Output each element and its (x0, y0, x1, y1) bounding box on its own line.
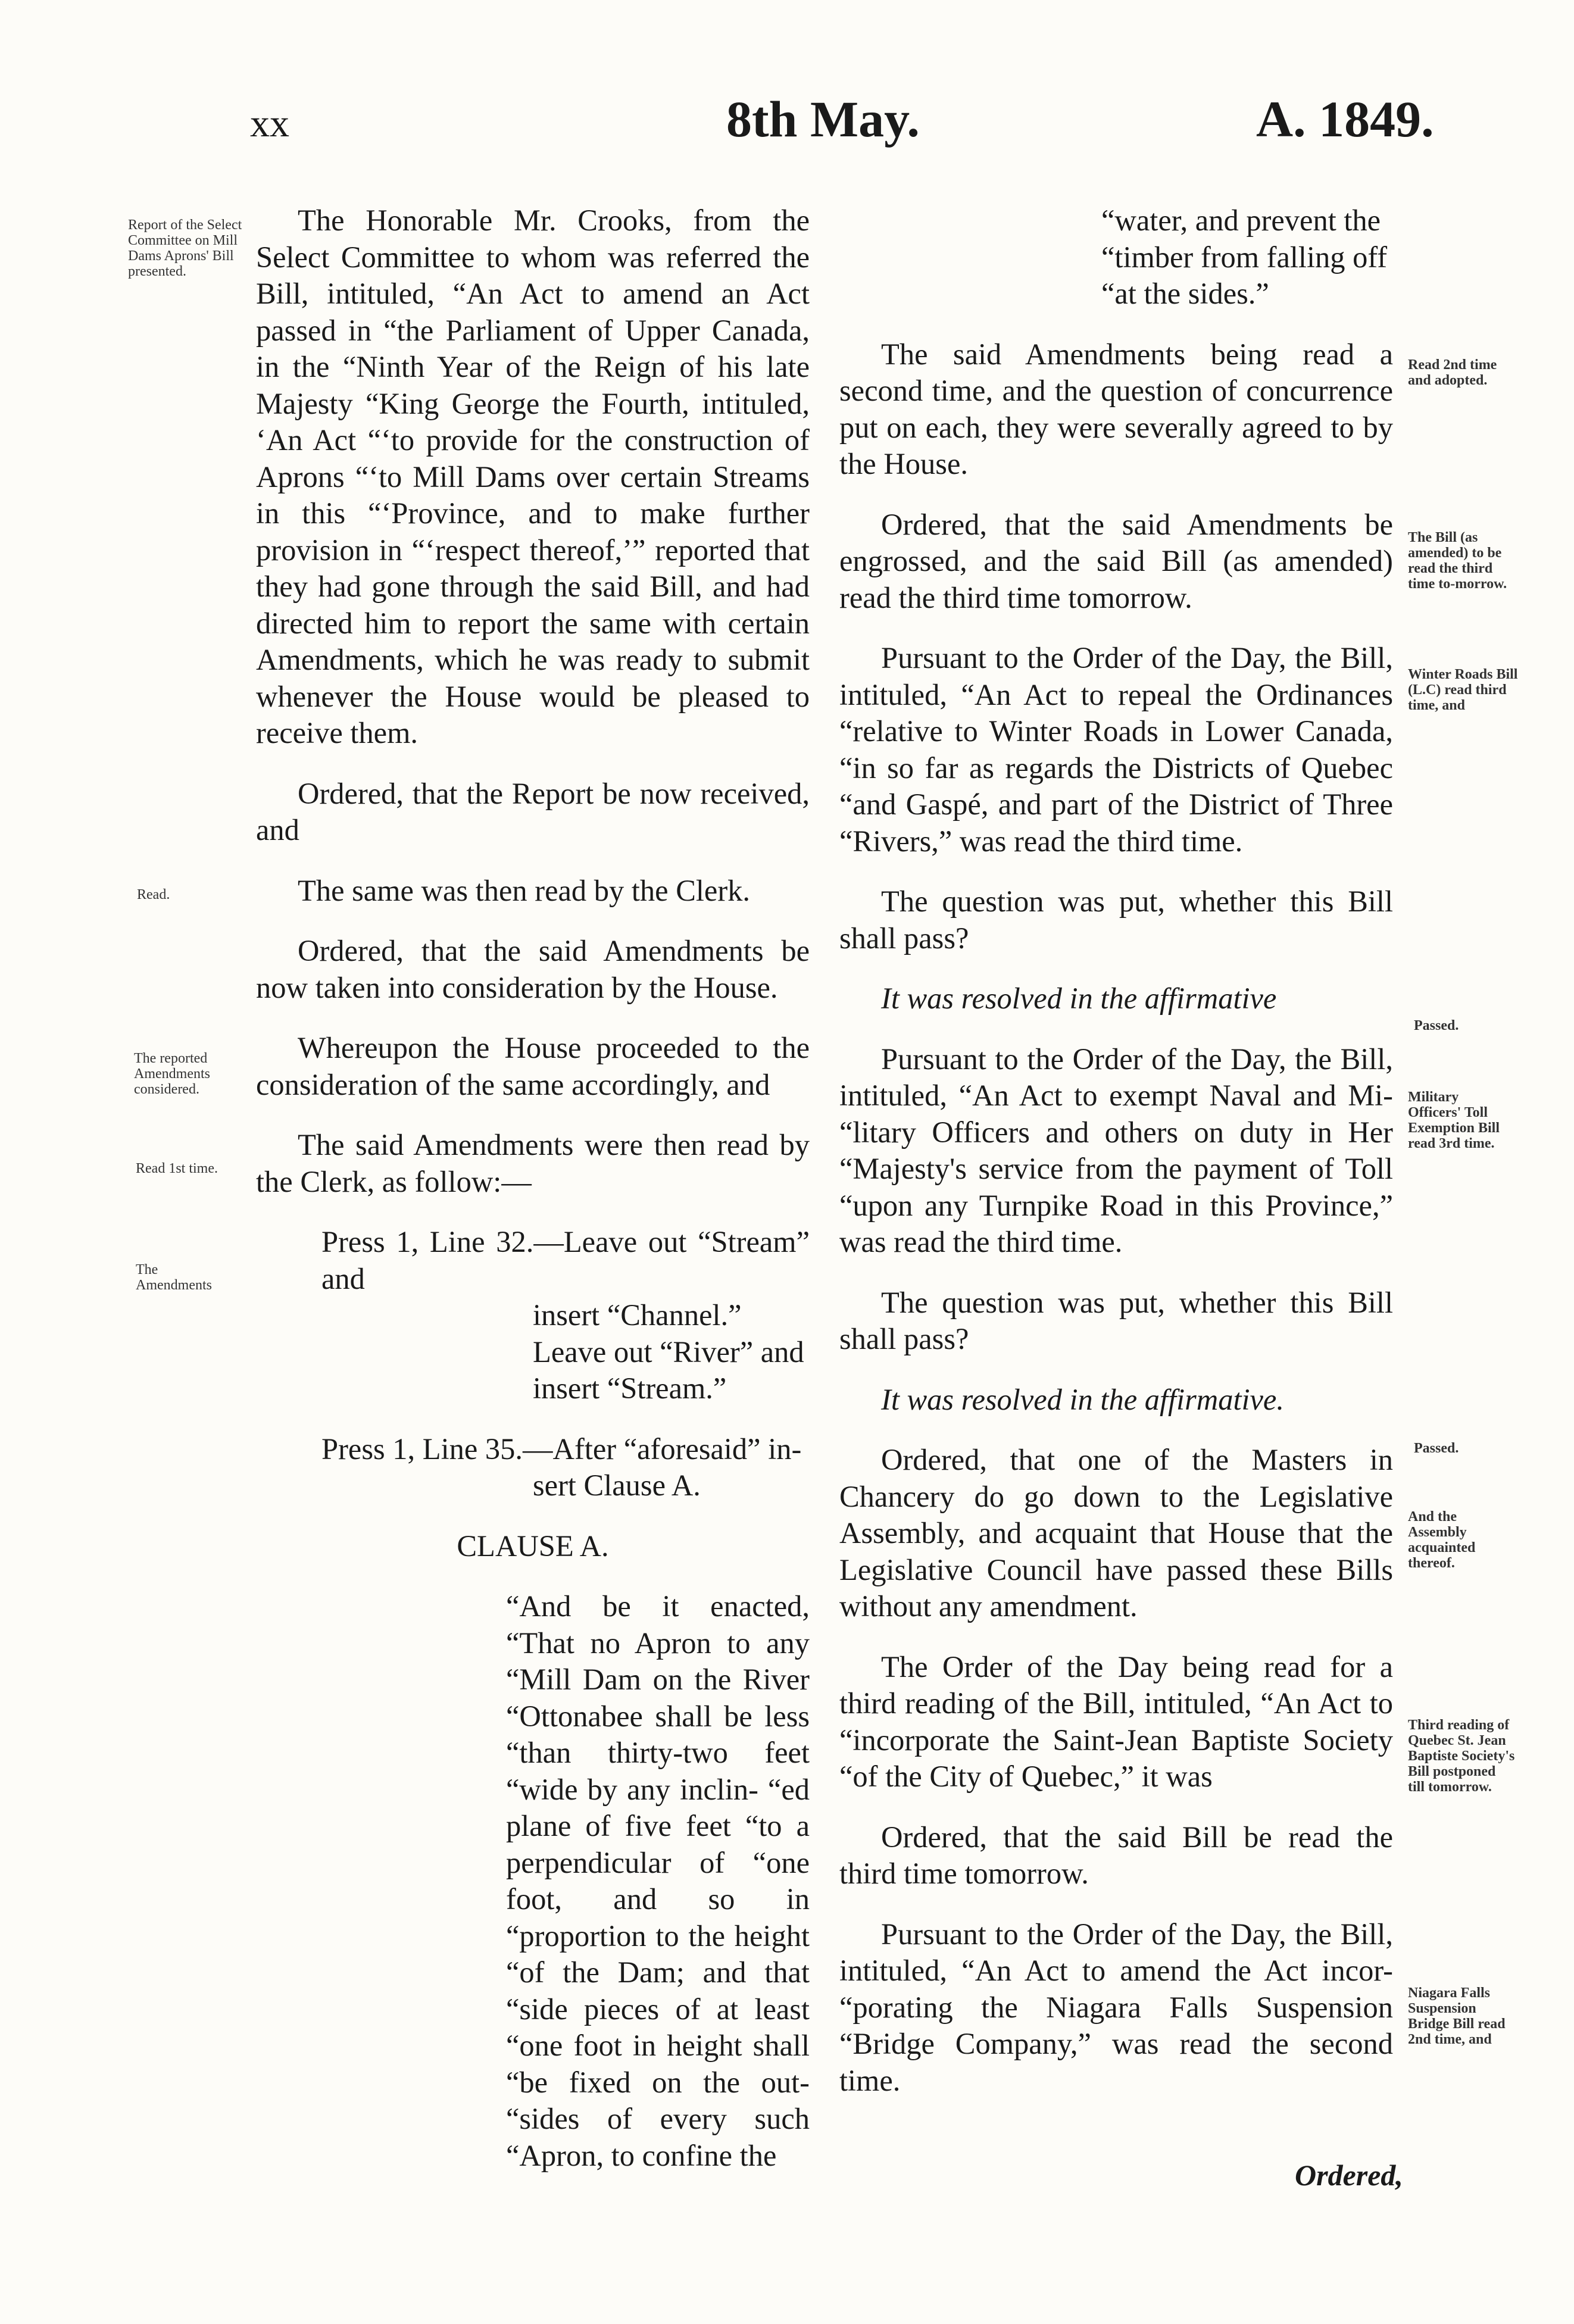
amendment-press-line-35: Press 1, Line 35.—After “aforesaid” in- (321, 1432, 802, 1466)
paragraph-house-proceeded: Whereupon the House proceeded to the consideration of the same accordingly, and (256, 1031, 810, 1101)
margin-note-assembly-acquainted: And the Assembly acquainted thereof. (1408, 1509, 1476, 1571)
paragraph-niagara-falls-bill: Pursuant to the Order of the Day, the Bill, intituled, “An Act to amend the Act incor- “porating the Niagara Falls Suspension “Bridge Company,” was read the second time. (839, 1917, 1393, 2097)
margin-note-bill-third-time: The Bill (as amended) to be read the third time to-morrow. (1408, 530, 1507, 592)
paragraph-ordered-consideration: Ordered, that the said Amendments be now taken into consideration by the House. (256, 934, 810, 1004)
paragraph-ordered-received: Ordered, that the Report be now received, and (256, 776, 810, 846)
margin-note-niagara-falls: Niagara Falls Suspension Bridge Bill read 2nd time, and (1408, 1985, 1506, 2047)
clause-a-heading: CLAUSE A. (457, 1529, 609, 1563)
margin-note-read: Read. (137, 887, 170, 902)
margin-note-read-1st: Read 1st time. (136, 1161, 218, 1176)
clause-continuation-line-1: “water, and prevent the (1101, 204, 1381, 237)
catchword: Ordered, (1295, 2159, 1403, 2192)
margin-note-military-toll: Military Officers' Toll Exemption Bill read 3rd time. (1408, 1089, 1500, 1151)
margin-note-passed-2: Passed. (1414, 1441, 1459, 1456)
margin-note-winter-roads: Winter Roads Bill (L.C) read third time, and (1408, 667, 1518, 713)
margin-note-read-2nd: Read 2nd time and adopted. (1408, 357, 1497, 388)
page-number: xx (250, 102, 289, 145)
paragraph-resolved-2: It was resolved in the affirmative. (881, 1382, 1284, 1416)
margin-note-amendments-considered: The reported Amendments considered. (134, 1051, 210, 1097)
paragraph-winter-roads-bill: Pursuant to the Order of the Day, the Bill, intituled, “An Act to repeal the Ordinances “relative to Winter Roads in Lower Canada, “in so far as regards the Districts of Quebec “and Gaspé, and part of the District of Three “Rivers,” was read the third time. (839, 641, 1393, 858)
paragraph-question-put-1: The question was put, whether this Bill shall pass? (839, 885, 1393, 955)
right-column (839, 202, 1393, 2099)
paragraph-amendments-read: The said Amendments were then read by the Clerk, as follow:— (256, 1128, 810, 1198)
paragraph-resolved-1: It was resolved in the affirmative (881, 982, 1277, 1015)
paragraph-amendments-second-read: The said Amendments being read a second time, and the question of concurrence put on each, they were severally agreed to by the House. (839, 337, 1393, 480)
amendment-press-line-32: Press 1, Line 32.—Leave out “Stream” and (321, 1225, 810, 1295)
margin-note-passed-1: Passed. (1414, 1018, 1459, 1033)
margin-note-amendments: The Amendments (136, 1262, 212, 1293)
page-date-heading: 8th May. (726, 90, 920, 148)
paragraph-ordered-third-time: Ordered, that the said Bill be read the third time tomorrow. (839, 1820, 1393, 1890)
paragraph-military-toll-bill: Pursuant to the Order of the Day, the Bill, intituled, “An Act to exempt Naval and Mi- “litary Officers and others on duty in Her “Majesty's service from the payment of Toll “upon any Turnpike Road in this Province,” was read the third time. (839, 1042, 1393, 1258)
paragraph-question-put-2: The question was put, whether this Bill shall pass? (839, 1285, 1393, 1355)
clause-a-text: “And be it enacted, “That no Apron to any “Mill Dam on the River “Ottonabee shall be less “than thirty-two feet “wide by any inclin- “ed plane of five feet “to a perpendicular of “one foot, and so in “proportion to the height “of the Dam; and that “side pieces of at least “one foot in height shall “be fixed on the out- “sides of every such “Apron, to confine the (506, 1589, 810, 2172)
clause-continuation-line-2: “timber from falling off (1101, 240, 1388, 274)
paragraph-masters-in-chancery: Ordered, that one of the Masters in Chancery do go down to the Legislative Assembly, and acquaint that House that the Legislative Council have passed these Bills without any amendment. (839, 1443, 1393, 1623)
amendment-insert-clause-a: sert Clause A. (533, 1469, 701, 1502)
clause-continuation-line-3: “at the sides.” (1101, 277, 1269, 310)
paragraph-saint-jean-baptiste-bill: The Order of the Day being read for a third reading of the Bill, intituled, “An Act to “incorporate the Saint-Jean Baptiste Society “of the City of Quebec,” it was (839, 1650, 1393, 1793)
amendment-leave-out-river: Leave out “River” and (533, 1335, 804, 1369)
left-column (256, 202, 810, 2174)
paragraph-report: The Honorable Mr. Crooks, from the Select Committee to whom was referred the Bill, intituled, “An Act to amend an Act passed in “the Parliament of Upper Canada, in the “Ninth Year of the Reign of his late Majesty “King George the Fourth, intituled, ‘An Act “‘to provide for the construction of Aprons “‘to Mill Dams over certain Streams in this “‘Province, and to make further provision in “‘respect thereof,’” reported that they had gone through the said Bill, and had directed him to report the same with certain Amendments, which he was ready to submit whenever the House would be pleased to receive them. (256, 204, 810, 749)
amendment-insert-stream: insert “Stream.” (533, 1372, 727, 1405)
margin-note-saint-jean-baptiste: Third reading of Quebec St. Jean Baptiste Society's Bill postponed till tomorrow. (1408, 1717, 1515, 1795)
amendment-insert-channel: insert “Channel.” (533, 1298, 742, 1332)
margin-note-report: Report of the Select Committee on Mill Dams Aprons' Bill presented. (128, 217, 242, 279)
paragraph-ordered-engrossed: Ordered, that the said Amendments be engrossed, and the said Bill (as amended) read the third time tomorrow. (839, 507, 1393, 614)
page-year: A. 1849. (1256, 90, 1434, 148)
paragraph-read-by-clerk: The same was then read by the Clerk. (298, 873, 751, 907)
